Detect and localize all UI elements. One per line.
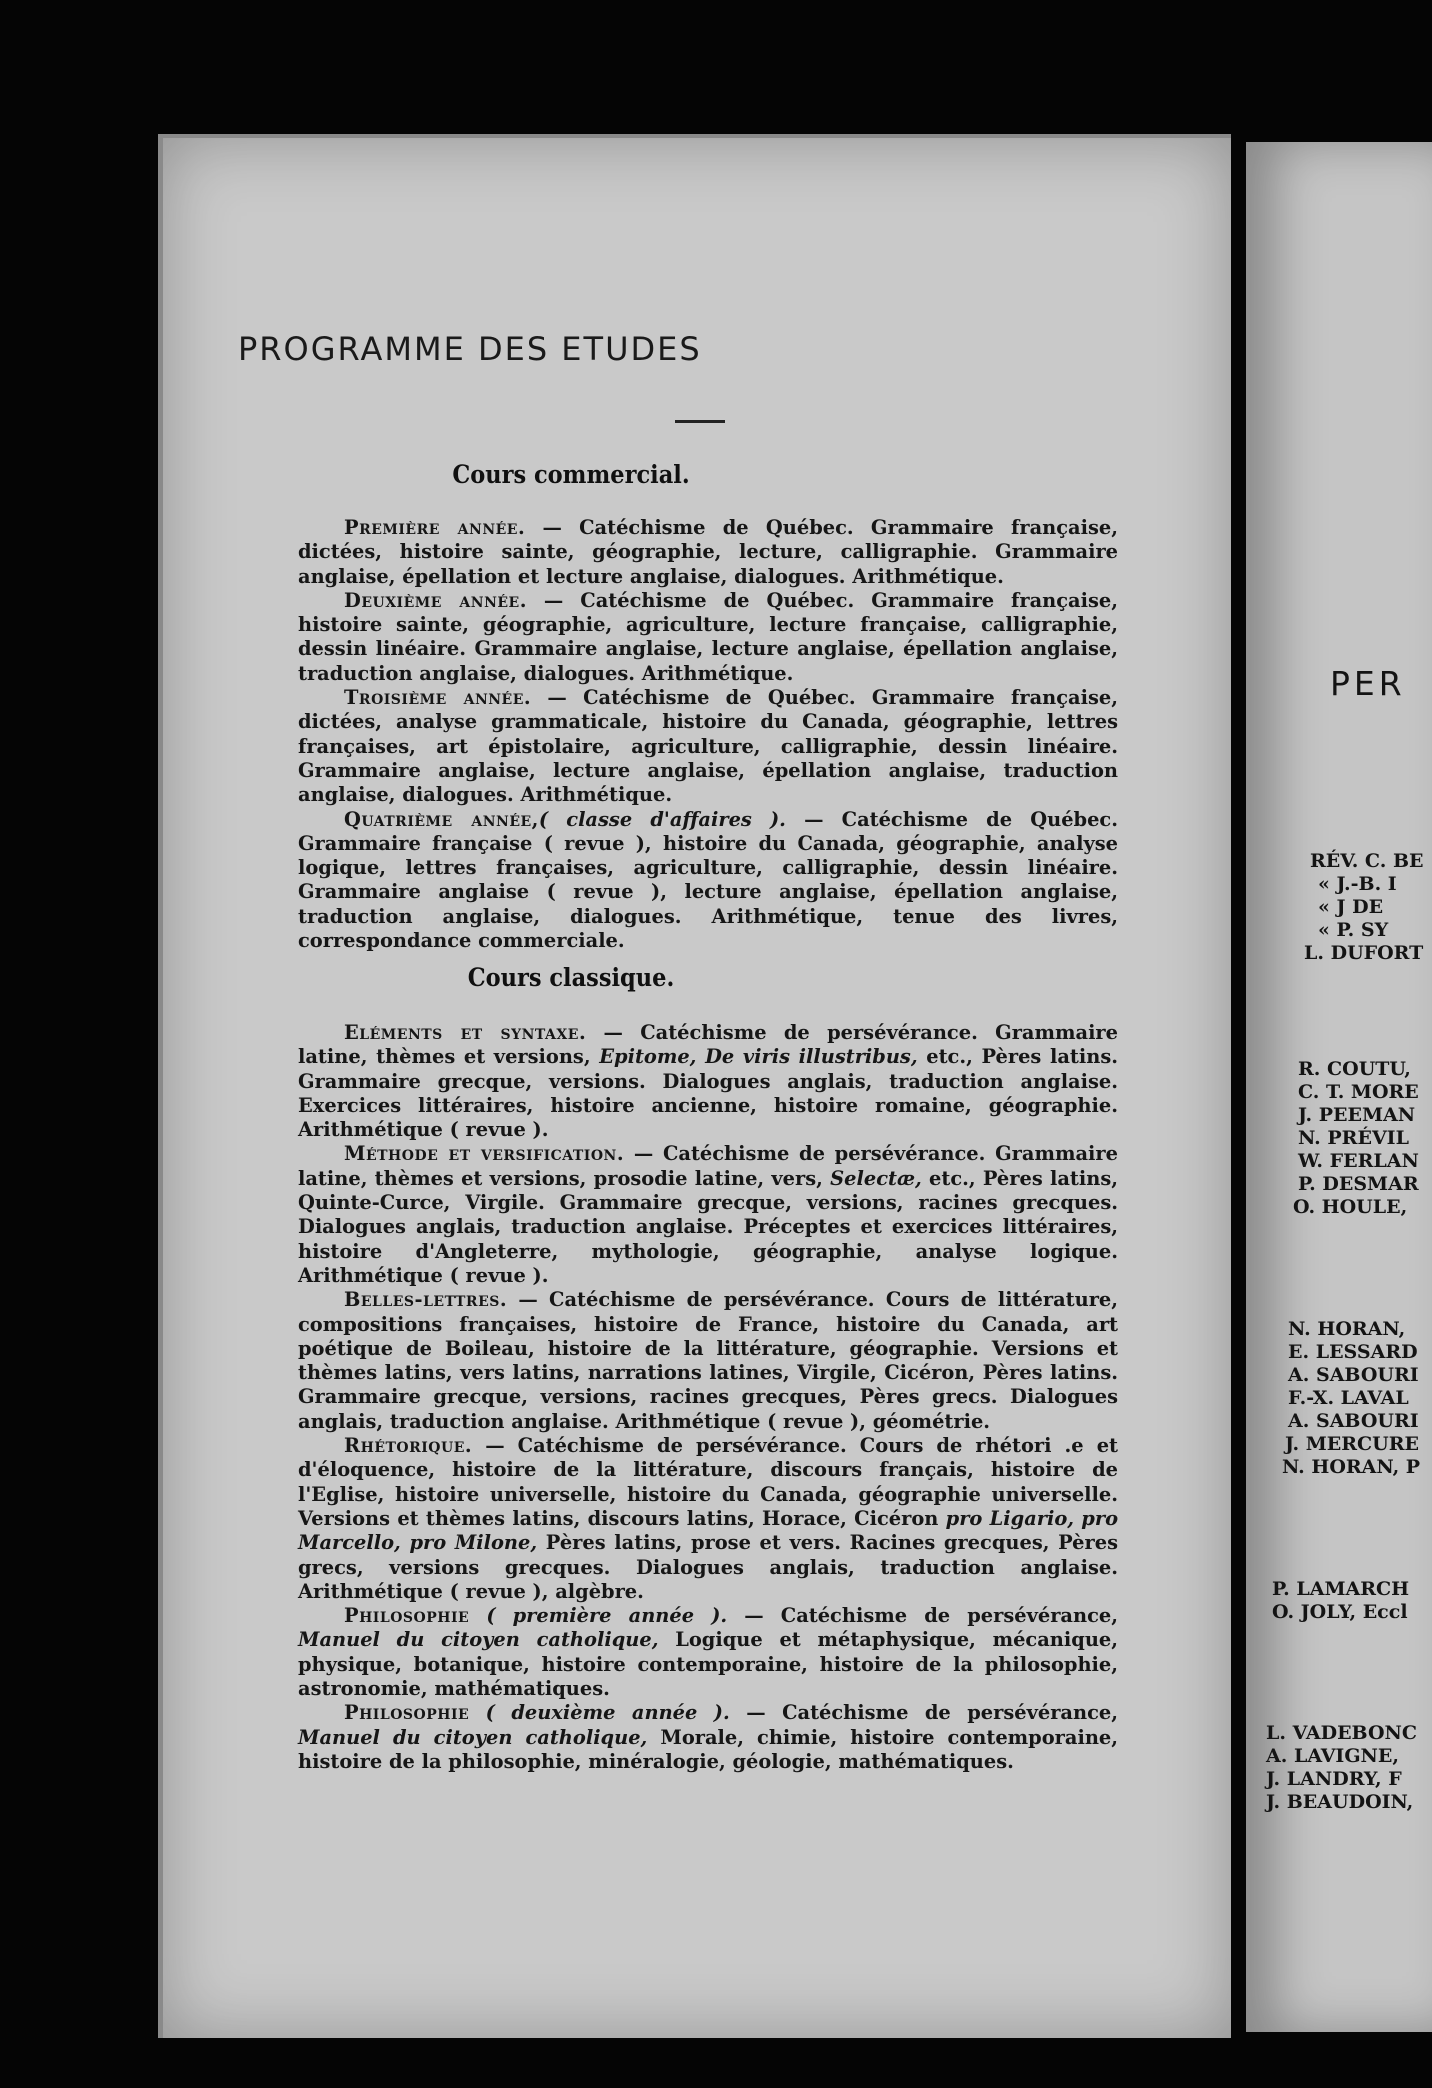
year-note: ( classe d'affaires ). (538, 807, 786, 831)
class-label: Méthode et versification. (344, 1142, 625, 1166)
italic-text: pro Ligario, pro Marcello, pro Milone, (298, 1506, 1119, 1555)
paragraph-troisieme-annee (298, 686, 1118, 807)
paragraph-text: Logique et métaphysique, mécanique, physique, botanique, histoire contemporaine, histoire de la philosophie, astronomie, mathématiques. (298, 1628, 1119, 1701)
paragraph-text: — Catéchisme de Québec. Grammaire française, dictées, analyse grammaticale, histoire du Canada, géographie, lettres françaises, art épistolaire, agriculture, calligraphie, dessin linéaire. Grammaire anglaise, lecture anglaise, épellation anglaise, traduction anglaise, dialogues. Arithmétique. (298, 686, 1118, 807)
name-list-item: O. JOLY, Eccl (1272, 1601, 1408, 1623)
name-list-item: F.-X. LAVAL (1288, 1387, 1409, 1409)
name-list-item: A. SABOURI (1288, 1410, 1419, 1432)
italic-text: Selectæ, (830, 1166, 922, 1190)
name-list-item: R. COUTU, (1298, 1058, 1411, 1080)
name-list-item: J. BEAUDOIN, (1266, 1791, 1414, 1813)
paragraph-text: etc., Pères latins, Quinte-Curce, Virgile. Grammaire grecque, versions, racines grecques. Dialogues anglais, traduction anglaise. Préceptes et exercices littéraires, histoire d'Angleterre, mythologie, géographie, analyse logique. Arithmétique ( revue ). (298, 1166, 1118, 1287)
name-list-item: « J.-B. I (1318, 873, 1397, 895)
paragraph-text: — Catéchisme de persévérance. Grammaire latine, thèmes et versions, (298, 1021, 1118, 1069)
name-list-item: E. LESSARD (1288, 1341, 1418, 1363)
classical-course-section (298, 1021, 1118, 1774)
right-page-heading: PER (1330, 664, 1406, 703)
paragraph-text: Pères latins, prose et vers. Racines grecques, Pères grecs, versions grecques. Dialogues anglais, traduction anglaise. Arithmétique ( revue ), algèbre. (298, 1531, 1118, 1603)
class-label: Philosophie (344, 1604, 470, 1628)
name-list-item: O. HOULE, (1293, 1196, 1408, 1218)
name-list-item: J. LANDRY, F (1266, 1768, 1402, 1790)
page-title: PROGRAMME DES ETUDES (238, 330, 702, 368)
class-label: Belles-lettres. (344, 1288, 508, 1312)
name-list-item: A. SABOURI (1288, 1364, 1419, 1386)
name-list-item: P. DESMAR (1298, 1173, 1419, 1195)
year-label: Quatrième année, (344, 807, 539, 831)
title-rule (675, 420, 725, 423)
name-list-item: A. LAVIGNE, (1266, 1745, 1400, 1767)
paragraph-belles-lettres (298, 1288, 1118, 1434)
class-label: Philosophie (344, 1701, 470, 1725)
paragraph-text: — Catéchisme de persévérance. Cours de littérature, compositions françaises, histoire de France, histoire du Canada, art poétique de Boileau, histoire de la littérature, géographie. Versions et thèmes latins, vers latins, narrations latines, Virgile, Cicéron, Pères latins. Grammaire grecque, versions, racines grecques, Pères grecs. Dialogues anglais, traduction anglaise. Arithmétique ( revue ), géométrie. (298, 1288, 1118, 1433)
name-list-item: P. LAMARCH (1272, 1578, 1410, 1600)
italic-text: ( deuxième année ). (485, 1701, 730, 1725)
italic-text: Epitome, De viris illustribus, (599, 1045, 918, 1069)
commercial-course-section (298, 516, 1118, 953)
paragraph-philosophie-1 (298, 1604, 1118, 1701)
paragraph-text: — Catéchisme de persévérance. Grammaire latine, thèmes et versions, prosodie latine, vers, (298, 1142, 1118, 1190)
name-list-item: J. PEEMAN (1298, 1104, 1416, 1126)
name-list-item: L. DUFORT (1304, 942, 1424, 964)
class-label: Rhétorique. (344, 1434, 473, 1458)
paragraph-text: — Catéchisme de persévérance, (729, 1701, 1118, 1725)
paragraph-text: — Catéchisme de Québec. Grammaire française, histoire sainte, géographie, agriculture, lecture française, calligraphie, dessin linéaire. Grammaire anglaise, lecture anglaise, épellation anglaise, traduction anglaise, dialogues. Arithmétique. (298, 588, 1118, 685)
year-label: Troisième année. (344, 686, 532, 710)
paragraph-deuxieme-annee (298, 589, 1118, 686)
name-list-item: N. PRÉVIL (1298, 1127, 1409, 1149)
name-list-item: « P. SY (1318, 919, 1389, 941)
name-list-item: W. FERLAN (1298, 1150, 1419, 1172)
paragraph-premiere-annee (298, 516, 1118, 589)
name-list-item: RÉV. C. BE (1310, 850, 1424, 872)
paragraph-text: — Catéchisme de persévérance. Cours de rhétori .e et d'éloquence, histoire de la littérature, discours français, histoire de l'Eglise, histoire universelle, histoire du Canada, géographie universelle. Versions et thèmes latins, discours latins, Horace, Cicéron (298, 1434, 1118, 1530)
paragraph-text: — Catéchisme de Québec. Grammaire française ( revue ), histoire du Canada, géographie, analyse logique, lettres françaises, agriculture, calligraphie, dessin linéaire. Grammaire anglaise ( revue ), lecture anglaise, épellation anglaise, traduction anglaise, dialogues. Arithmétique, tenue des livres, correspondance commerciale. (298, 807, 1118, 953)
name-list-item: N. HORAN, P (1282, 1456, 1421, 1478)
paragraph-text: — Catéchisme de Québec. Grammaire française, dictées, histoire sainte, géographie, lecture, calligraphie. Grammaire anglaise, épellation et lecture anglaise, dialogues. Arithmétique. (298, 516, 1118, 588)
paragraph-text: etc., Pères latins. Grammaire grecque, versions. Dialogues anglais, traduction anglaise. Exercices littéraires, histoire ancienne, histoire romaine, géographie. Arithmétique ( revue ). (298, 1045, 1118, 1142)
italic-text: Manuel du citoyen catholique, (298, 1628, 659, 1652)
name-list-item: J. MERCURE (1285, 1433, 1420, 1455)
paragraph-elements-syntaxe (298, 1021, 1118, 1142)
year-label: Deuxième année. (344, 588, 527, 612)
name-list-item: C. T. MORE (1298, 1081, 1419, 1103)
name-list-item: N. HORAN, (1288, 1318, 1406, 1340)
paragraph-philosophie-2 (298, 1701, 1118, 1774)
paragraph-rhetorique (298, 1434, 1118, 1604)
name-list-item: L. VADEBONC (1266, 1722, 1418, 1744)
paragraph-methode-versification (298, 1142, 1118, 1288)
paragraph-text: — Catéchisme de persévérance, (727, 1604, 1118, 1628)
name-list-item: « J DE (1318, 896, 1384, 918)
classique-heading: Cours classique. (467, 963, 675, 992)
italic-text: ( première année ). (486, 1604, 728, 1628)
italic-text: Manuel du citoyen catholique, (298, 1725, 648, 1749)
commercial-heading: Cours commercial. (452, 460, 690, 489)
paragraph-quatrieme-annee (298, 808, 1118, 954)
paragraph-text: Morale, chimie, histoire contemporaine, histoire de la philosophie, minéralogie, géologie, mathématiques. (298, 1725, 1119, 1773)
year-label: Première année. (344, 516, 526, 539)
class-label: Eléments et syntaxe. (344, 1021, 587, 1044)
